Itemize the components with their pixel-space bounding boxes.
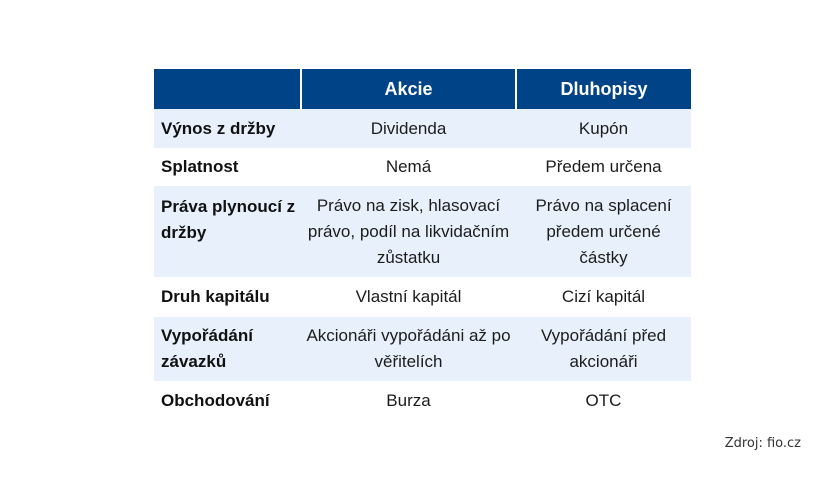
cell-akcie: Dividenda (301, 109, 516, 148)
row-label: Výnos z držby (154, 109, 301, 148)
table-row (154, 148, 691, 186)
cell-dluhopisy: Kupón (516, 109, 691, 148)
cell-dluhopisy: Vypořádání před akcionáři (516, 317, 691, 381)
row-label: Obchodování (154, 381, 301, 421)
source-note: Zdroj: fio.cz (724, 436, 801, 451)
cell-dluhopisy: OTC (516, 381, 691, 421)
cell-akcie: Burza (301, 381, 516, 421)
row-label: Druh kapitálu (154, 277, 301, 317)
table-row (154, 317, 691, 381)
comparison-table (154, 69, 691, 421)
cell-dluhopisy: Cizí kapitál (516, 277, 691, 317)
cell-akcie: Nemá (301, 148, 516, 186)
table-row (154, 381, 691, 421)
cell-akcie: Vlastní kapitál (301, 277, 516, 317)
row-label: Vypořádání závazků (154, 317, 301, 381)
table-row (154, 277, 691, 317)
table-header-row (154, 69, 691, 109)
table-row (154, 109, 691, 148)
header-empty-cell (154, 69, 301, 109)
cell-dluhopisy: Právo na splacení předem určené částky (516, 186, 691, 277)
header-dluhopisy: Dluhopisy (516, 69, 691, 109)
cell-akcie: Právo na zisk, hlasovací právo, podíl na likvidačním zůstatku (301, 186, 516, 277)
table-row (154, 186, 691, 277)
row-label: Práva plynoucí z držby (154, 186, 301, 277)
cell-akcie: Akcionáři vypořádáni až po věřitelích (301, 317, 516, 381)
row-label: Splatnost (154, 148, 301, 186)
header-akcie: Akcie (301, 69, 516, 109)
cell-dluhopisy: Předem určena (516, 148, 691, 186)
